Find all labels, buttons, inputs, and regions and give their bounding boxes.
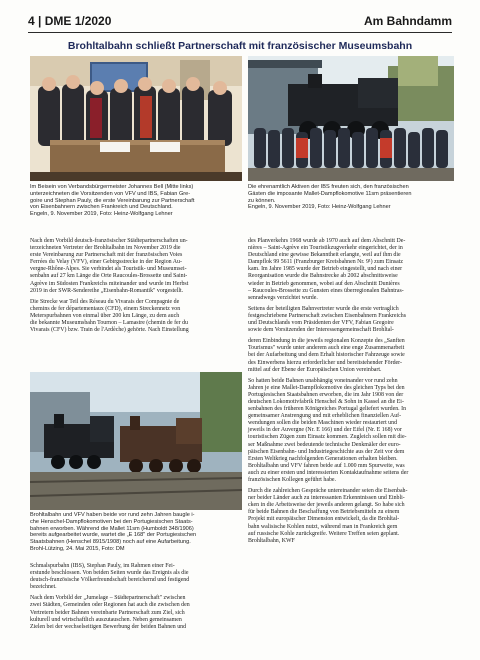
page-header [28,10,452,33]
paragraph: Schmalspurbahn (IBS), Stephan Pauly, im Rahmen einer Fei- erstunde beschlossen. Von beiden Seiten wurde das Ereignis als die deutsch-französische Völkerfreundschaft bereichernd und festigend bezeichnet. [30,563,190,591]
paragraph: deren Einbindung in die jeweils regionalen Konzepte des „Sanften Tourismus" wurde unter anderem auch eine enge Zusammenarbeit bei der Aufarbeitung und dem Erhalt historischer Fahrzeuge sowie des Einwerbens hierzu erforderlicher und bereitstehender Förder- mittel auf der Ebene der Europäischen Union vereinbart. [248,338,405,373]
article-title: Brohltalbahn schließt Partnerschaft mit französischer Museumsbahn [67,40,413,52]
paragraph: Durch die zahlreichen Gespräche untereinander seien die Eisenbah- ner beider Länder auch zu interessanten Erkenntnissen und Einbli- cken in die Arbeitsweise der jeweils anderen gelangt. So habe sich für beide Bahnen die Beschaffung von Betriebsmitteln zu einem Projekt mit europäischer Dimension entwickelt, da die Brohltal- bahn walisische Kohlen nutzt, während man in Frankreich gern auf russische Kohle zurückgreife. Weitere Treffen seien geplant. Brohltalbahn, KWF [248,488,408,544]
article-column-left-bottom [30,563,242,635]
photo-signing-ceremony [30,56,242,181]
section-name: Am Bahndamm [363,14,452,28]
paragraph: So hatten beide Bahnen unabhängig voneinander vor rund zehn Jahren je eine Mallet-Dampflokomotive des gleichen Typs bei den Portugiesischen Staatsbahnen erworben, die im Jahr 1908 von der deutschen Lokomotivfabrik Henschel & Sohn in Kassel an die Ei- senbahnen des früheren Königreiches Portugal geliefert wurden. In gemeinsamer Anstrengung und mit erheblichen finanziellen Auf- wendungen sollen die beiden Maschinen wieder restauriert und jeweils in der Auvergne (Nr. E 166) und der Eifel (Nr. E 168) vor touristischen Zügen zum Einsatz kommen. Zugleich sollen mit die- ser Maßnahme zwei bedeutende technische Denkmäler der euro- päischen Eisenbahn- und Industriegeschichte aus der Zeit vor dem Ersten Weltkrieg nachfolgenden Generationen erhalten bleiben. Brohltalbahn und VFV fahren beide auf 1.000 mm Spurweite, was auch zu einer ersten und interessierten Kontaktaufnahme seitens der französischen Kollegen geführt habe. [248,377,409,483]
paragraph: des Planverkehrs 1968 wurde ab 1970 auch auf dem Abschnitt De- nières – Saint-Agrève ein Touristikzugverkehr eingerichtet, der in Deutschland eine gewisse Bekanntheit erlangte, weil auf ihm die Dampflok 99 5611 (Franzburger Kreisbahnen Nr. 9¹) zum Einsatz kam. Im Jahre 1985 wurde der Betrieb eingestellt, und nach einer Reorganisation wurde die Bahnstrecke ab 2002 abschnittsweise wieder in Betrieb genommen, wobei auf den Abschnitt Dunières – Raucoules-Brossette zu Gunsten eines überregionalen Bahntras- senradwegs verzichtet wurde. [248,238,406,301]
article-column-right [248,238,454,549]
photo-group-locomotive [248,56,454,181]
paragraph: Nach dem Vorbild deutsch-französischer Städtepartnerschaften un- terzeichneten Vertreter der Brohltalbahn im November 2019 die erste Vereinbarung zur Partnerschaft mit der französischen Voies Ferrées du Velay (VFV), einer Gebirgsstrecke in der Region Au- vergne-Rhône-Alpes. Sie verbindet als Touristik- und Museumsei- senbahn auf 27 km Länge die Orte Raucoules-Brossette und Saint- Agrève im Südosten Frankreichs miteinander und wurde im Herbst 2019 in der SWR-Sendereihe „Eisenbahn-Romantik" vorgestellt. [30,238,189,294]
paragraph: Seitens der beteiligten Bahnvertreter wurde die erste vertraglich festgeschriebene Partnerschaft zwischen Eisenbahnern Frankreichs und Deutschlands vom Präsidenten der VFV, Fabian Gregoire sowie dem Vorsitzenden der Interessengemeinschaft Brohltal- [248,305,407,334]
photo-steam-locomotives [30,372,242,510]
caption-signing-ceremony: Im Beisein von Verbandsbürgermeister Johannes Bell (Mitte links) unterzeichneten die Vorsitzenden von VFV und IBS, Fabian Gre- goire und Stephan Pauly, die erste Vereinbarung zur Partnerschaft von Eisenbahnern zwischen Frankreich und Deutschland. Engeln, 9. November 2019, Foto: Heinz-Wolfgang Lehner [30,184,195,218]
paragraph: Die Strecke war Teil des Réseau du Vivarais der Compagnie de chemins de fer départementaux (CFD), einem Streckennetz von Meterspurbahnen von einmal über 200 km Länge, zu dem auch die bekannte Museumsbahn Tournon – Lamastre (chemin de fer du Vivarais (CFV) bzw. Train de l'Ardèche) gehörte. Nach Einstellung [30,298,189,334]
paragraph: Nach dem Vorbild der „Jumelage – Städtepartnerschaft" zwischen zwei Städten, Gemeinden oder Regionen hat auch die zwischen den Vertretern beider Bahnen vereinbarte Partnerschaft zum Ziel, sich kulturell und wirtschaftlich auszutauschen. Neben gemeinsamen Zielen bei der wechselseitigen Bewerbung der beiden Bahnen und [30,595,190,630]
caption-group-locomotive: Die ehrenamtlich Aktiven der IBS freuten sich, den französischen Gästen die imposante Mallet-Dampflokomotive 11sm präsentieren zu können. Engeln, 9. November 2019, Foto: Heinz-Wolfgang Lehner [248,184,412,211]
page-issue: 4 | DME 1/2020 [28,14,112,28]
caption-steam-locomotives: Brohltalbahn und VFV haben beide vor rund zehn Jahren baugle i- che Henschel-Dampflokomotiven bei den Portugiesischen Staats- bahnen erworben. Während die Mallet 11sm (Humboldt 348/1906) bereits aufgearbeitet wurde, wartet die „E 168" der Portugiesischen Staatsbahnen (Henschel 8915/1908) noch auf eine Aufarbeitung. Brohl-Lützing, 24. Mai 2015, Foto: DM [30,512,197,552]
article-column-left-top [30,238,242,338]
